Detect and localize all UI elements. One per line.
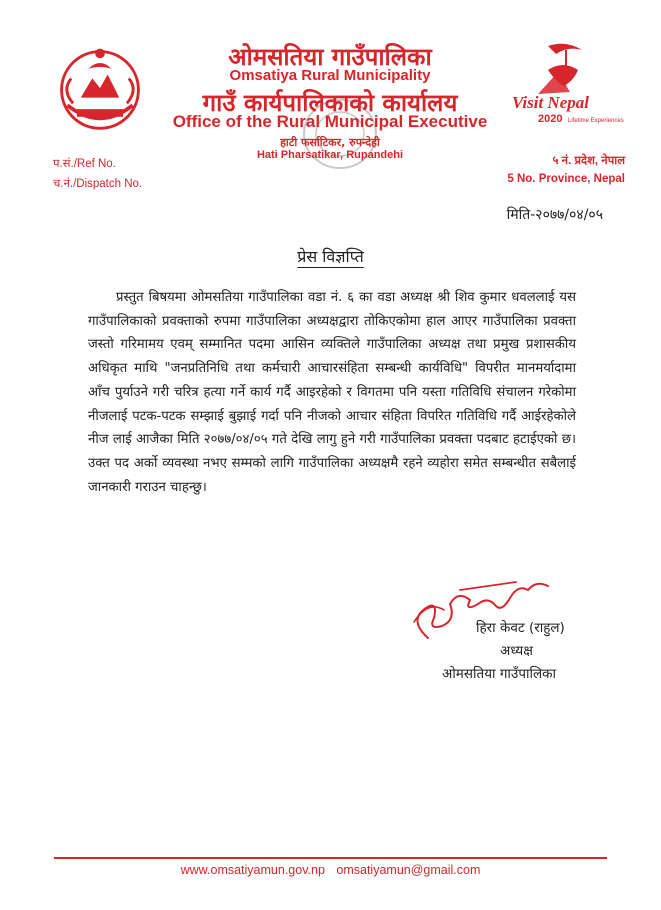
visit-logo-year: 2020 <box>538 113 563 125</box>
office-name-en: Office of the Rural Municipal Executive <box>172 112 488 131</box>
footer-website-link[interactable]: www.omsatiyamun.gov.np <box>180 863 325 877</box>
visit-logo-text: Visit Nepal <box>512 93 589 112</box>
province-np: ५ नं. प्रदेश, नेपाल <box>552 155 625 167</box>
address-en: Hati Pharsatikar, Rupandehi <box>256 149 404 161</box>
reference-block <box>53 154 142 194</box>
footer-contact <box>0 863 661 877</box>
province-block <box>507 152 625 188</box>
municipality-name-np: ओमसतिया गाउँपालिका <box>228 43 432 71</box>
nepal-emblem-icon <box>52 40 148 136</box>
signatory-organization: ओमसतिया गाउँपालिका <box>442 666 556 682</box>
signatory-name: हिरा केवट (राहुल) <box>476 620 565 636</box>
office-name-np: गाउँ कार्यपालिकाको कार्यालय <box>202 89 458 117</box>
address-np: हाटी फर्साटिकर, रुपन्देही <box>280 136 380 149</box>
signatory-role: अध्यक्ष <box>500 643 533 659</box>
press-release-body: प्रस्तुत बिषयमा ओमसतिया गाउँपालिका वडा नं. ६ का वडा अध्यक्ष श्री शिव कुमार धवललाई यस गाउँपालिकाको प्रवक्ताको रुपमा गाउँपालिका अध्यक्षद्वारा तोकिएकोमा हाल आएर गाउँपालिका प्रवक्ता जस्तो गरिमामय एवम् सम्मानित पदमा आसिन व्यक्तिले गाउँपालिका अध्यक्ष तथा प्रमुख प्रशासकीय अधिकृत माथि "जनप्रतिनिधि तथा कर्मचारी आचारसंहिता सम्बन्धी कार्यविधि" विपरीत मानमर्यादामा आँच पुर्याउने गरी चरित्र हत्या गर्ने कार्य गर्दै आइरहेको र विगतमा पनि यस्ता गतिविधि संचालन गरेकोमा नीजलाई पटक-पटक सम्झाई बुझाई गर्दा पनि नीजको आचार संहिता विपरित गतिविधि गर्दै आईरहेकोले नीज लाई आजैका मिति २०७७/०४/०५ गते देखि लागु हुने गरी गाउँपालिका प्रवक्ता पदबाट हटाईएको छ। उक्त पद अर्को व्यवस्था नभए सम्मको लागि गाउँपालिका अध्यक्षमै रहने व्यहोरा समेत सम्बन्धीत सबैलाई जानकारी गराउन चाहन्छु। <box>88 290 576 495</box>
visit-nepal-logo-icon <box>508 42 624 134</box>
province-en: 5 No. Province, Nepal <box>507 173 625 185</box>
footer-email-link[interactable]: omsatiyamun@gmail.com <box>336 863 481 877</box>
municipality-name-en: Omsatiya Rural Municipality <box>229 67 431 84</box>
visit-logo-tag: Lifetime Experiences <box>568 118 624 124</box>
dispatch-no-label: च.नं./Dispatch No. <box>53 178 143 190</box>
footer-divider <box>54 857 607 859</box>
press-release-title: प्रेस विज्ञप्ति <box>297 247 364 266</box>
letter-date: मिति-२०७७/०४/०५ <box>506 207 603 223</box>
ref-no-label: प.सं./Ref No. <box>53 158 116 170</box>
signatory-block <box>442 617 565 686</box>
